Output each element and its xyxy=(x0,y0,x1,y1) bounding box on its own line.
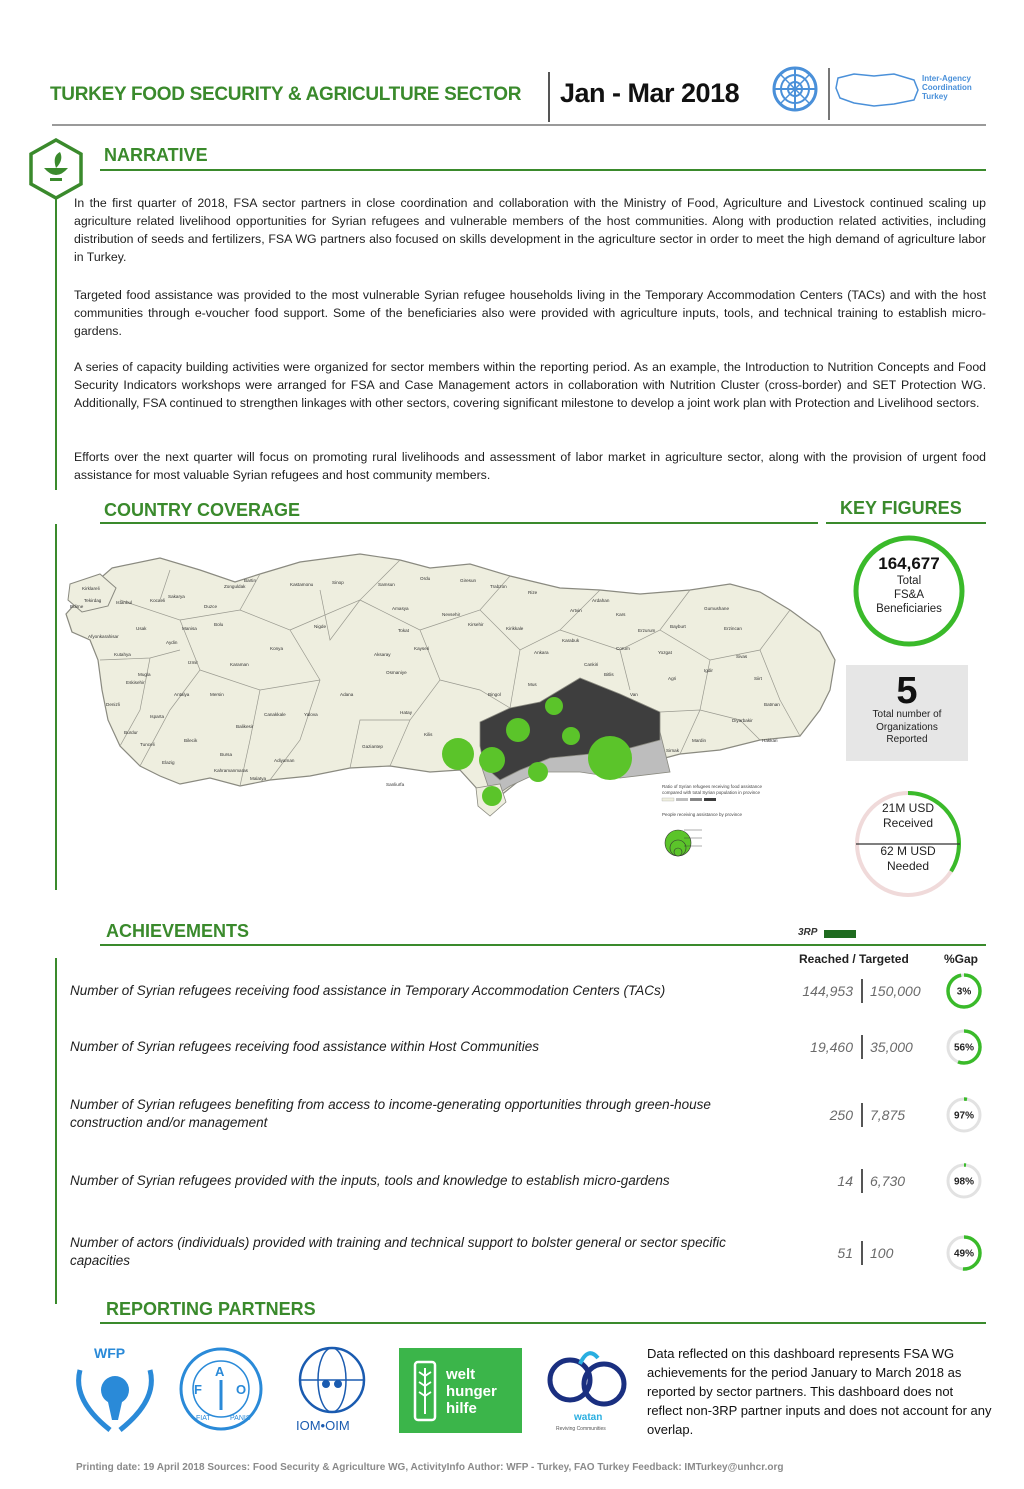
logo-divider xyxy=(828,68,830,120)
province-label: Duzce xyxy=(204,604,218,609)
province-label: Sivas xyxy=(736,654,748,659)
reached-value: 144,953 xyxy=(802,983,853,999)
coverage-vertical-rule xyxy=(55,524,57,890)
province-label: Kirsehir xyxy=(468,622,484,627)
province-label: Gaziantep xyxy=(362,744,383,749)
reached-targeted-divider xyxy=(861,1241,863,1265)
province-label: Aksaray xyxy=(374,652,391,657)
partners-rule xyxy=(100,1322,986,1324)
reached-value: 51 xyxy=(837,1245,853,1261)
sector-hexagon-icon xyxy=(28,138,84,200)
coverage-title: COUNTRY COVERAGE xyxy=(104,500,301,520)
province-label: Artvin xyxy=(570,608,582,613)
province-label: Agri xyxy=(668,676,677,681)
narrative-paragraph-1: In the first quarter of 2018, FSA sector partners in close coordination and collaboration with the Ministry of Food, Agriculture and Livestock continued scaling up agriculture related livelihood opportunities for Syrian refugees and vulnerable members of the host communities. Along with production related activities, including distribution of seeds and fertilizers, FSA WG partners also focused on skills development in the agriculture sector in order to meet the high demand of agriculture labor in Turkey. xyxy=(74,196,986,264)
funding-needed: 62 M USD Needed xyxy=(880,844,936,873)
province-label: Manisa xyxy=(182,626,197,631)
map-legend xyxy=(662,784,763,856)
svg-text:A: A xyxy=(215,1364,225,1379)
province-label: Hakkari xyxy=(762,738,778,743)
province-label: Usak xyxy=(136,626,147,631)
province-label: Corum xyxy=(616,646,630,651)
watan-logo-icon xyxy=(540,1340,636,1432)
province-label: Bursa xyxy=(220,752,233,757)
organizations-value: 5 xyxy=(896,670,918,712)
province-label: Kocaeli xyxy=(150,598,166,603)
province-label: Ordu xyxy=(420,576,431,581)
province-label: Balikesir xyxy=(236,724,254,729)
header-divider xyxy=(548,72,550,122)
province-label: Ardahan xyxy=(592,598,610,603)
province-label: Isparta xyxy=(150,714,165,719)
gap-value: 49% xyxy=(953,1248,975,1260)
province-label: Elazig xyxy=(162,760,175,765)
svg-text:O: O xyxy=(236,1382,247,1397)
province-label: Tokat xyxy=(398,628,409,633)
fao-logo-icon xyxy=(178,1346,264,1432)
gap-progress-ring xyxy=(944,1095,984,1135)
province-label: Mus xyxy=(528,682,537,687)
turkey-outline-logo-icon xyxy=(834,70,920,110)
province-label: Sanliurfa xyxy=(386,782,405,787)
narrative-paragraph-2: Targeted food assistance was provided to the most vulnerable Syrian refugee households living in the Temporary Accommodation Centers (TACs) and with the host communities through e-voucher food support. Some of the beneficiaries also were provided with agriculture inputs, tools, and technical training to establish micro-gardens. xyxy=(74,288,986,338)
targeted-value: 100 xyxy=(870,1245,894,1261)
province-label: Antalya xyxy=(174,692,190,697)
province-label: Mersin xyxy=(210,692,224,697)
narrative-paragraph-4: Efforts over the next quarter will focus on promoting rural livelihoods and assessment of labor market in agriculture sector, along with the provision of urgent food assistance for most valuable Syrian refugees and host community members. xyxy=(74,450,986,482)
province-label: Konya xyxy=(270,646,284,651)
footer-sources: Printing date: 19 April 2018 Sources: Food Security & Agriculture WG, ActivityInfo Author: WFP - Turkey, FAO Turkey Feedback: IMTurkey@unhcr.org xyxy=(76,1462,784,1473)
svg-text:PANIS: PANIS xyxy=(230,1415,251,1422)
beneficiaries-label: Total FS&A Beneficiaries xyxy=(876,575,942,615)
targeted-value: 6,730 xyxy=(870,1173,906,1189)
province-label: Yalova xyxy=(304,712,318,717)
province-label: Canakkale xyxy=(264,712,286,717)
province-label: Kilis xyxy=(424,732,433,737)
svg-text:watan: watan xyxy=(574,1412,603,1423)
province-label: Trabzon xyxy=(490,584,507,589)
reached-targeted-header: Reached / Targeted xyxy=(799,952,909,966)
targeted-value: 150,000 xyxy=(870,983,921,999)
achievements-rule xyxy=(100,944,986,946)
province-label: Batman xyxy=(764,702,780,707)
achievement-label: Number of Syrian refugees benefiting from access to income-generating opportunities through green-house construction and/or management xyxy=(70,1097,711,1130)
narrative-paragraph-3: A series of capacity building activities were organized for sector members within the reporting period. As an example, the Introduction to Nutrition Concepts and Food Security Indicators workshops were arranged for FSA and Case Management actors in collaboration with Nutrition Cluster (cross-border) and SET Protection WG. Additionally, FSA continued to strengthen linkages with other sectors, covering significant milestone to develop a joint work plan with Protection and Livelihood sectors. xyxy=(74,360,986,410)
wfp-logo-text: WFP xyxy=(94,1345,126,1361)
achievement-label: Number of actors (individuals) provided with training and technical support to bolster general or sector specific capacities xyxy=(70,1235,726,1268)
page-title: TURKEY FOOD SECURITY & AGRICULTURE SECTOR xyxy=(50,84,522,105)
province-label: Nigde xyxy=(314,624,327,629)
province-label: Giresun xyxy=(460,578,477,583)
coordination-logo-text: Inter-Agency Coordination Turkey xyxy=(922,74,972,101)
province-label: Nevsehir xyxy=(442,612,461,617)
legend-3rp-label: 3RP xyxy=(798,927,818,938)
province-label: Kars xyxy=(616,612,626,617)
reached-targeted-divider xyxy=(861,1103,863,1127)
coverage-rule xyxy=(100,522,818,524)
iom-logo-icon xyxy=(288,1344,376,1434)
svg-text:compared with total Syrian pop: compared with total Syrian population in province xyxy=(662,790,761,795)
data-disclaimer: Data reflected on this dashboard represents FSA WG achievements for the period January to March 2018 as reported by sector partners. This dashboard does not reflect non-3RP partner inputs and does not account for any overlap. xyxy=(647,1346,992,1437)
gap-header: %Gap xyxy=(944,952,979,966)
province-label: Zonguldak xyxy=(224,584,246,589)
province-label: Cankiri xyxy=(584,662,599,667)
province-label: Tekirdag xyxy=(84,598,102,603)
province-label: Bayburt xyxy=(670,624,686,629)
reached-targeted-divider xyxy=(861,979,863,1003)
province-label: Erzurum xyxy=(638,628,656,633)
narrative-rule xyxy=(100,169,986,171)
province-label: Edirne xyxy=(70,604,84,609)
province-label: Burdur xyxy=(124,730,138,735)
province-label: Van xyxy=(630,692,638,697)
reporting-period: Jan - Mar 2018 xyxy=(560,78,740,108)
wheat-icon xyxy=(412,1360,438,1422)
province-label: Igdir xyxy=(704,668,713,673)
province-label: Yozgat xyxy=(658,650,672,655)
province-label: Hatay xyxy=(400,710,413,715)
province-label: Diyarbakir xyxy=(732,718,753,723)
un-logo-icon xyxy=(766,64,826,116)
reached-value: 250 xyxy=(829,1107,853,1123)
province-label: Rize xyxy=(528,590,538,595)
gap-value: 3% xyxy=(956,986,972,998)
gap-progress-ring xyxy=(944,1233,984,1273)
province-label: Siirt xyxy=(754,676,762,681)
province-label: Kastamonu xyxy=(290,582,314,587)
partners-title: REPORTING PARTNERS xyxy=(106,1299,316,1319)
province-label: Bingol xyxy=(488,692,501,697)
reached-value: 19,460 xyxy=(810,1039,853,1055)
svg-text:FIAT: FIAT xyxy=(196,1415,211,1422)
targeted-value: 7,875 xyxy=(870,1107,906,1123)
province-label: Adana xyxy=(340,692,354,697)
province-label: Denizli xyxy=(106,702,120,707)
province-label: Kirklareli xyxy=(82,586,100,591)
province-label: Aydin xyxy=(166,640,178,645)
achievements-title: ACHIEVEMENTS xyxy=(106,921,250,941)
province-label: Kayseri xyxy=(414,646,430,651)
achievement-label: Number of Syrian refugees receiving food assistance in Temporary Accommodation Centers (TACs) xyxy=(70,983,666,998)
beneficiaries-value: 164,677 xyxy=(878,554,940,573)
province-label: Samsun xyxy=(378,582,395,587)
province-label: Istanbul xyxy=(116,600,133,605)
province-label: Eskisehir xyxy=(126,680,145,685)
svg-text:Ratio of Syrian refugees recei: Ratio of Syrian refugees receiving food assistance xyxy=(662,784,763,789)
turkey-coverage-map xyxy=(60,540,840,870)
province-label: Ankara xyxy=(534,650,549,655)
gap-value: 97% xyxy=(953,1110,975,1122)
narrative-vertical-rule xyxy=(55,196,57,490)
header-underline xyxy=(52,124,986,126)
reached-targeted-divider xyxy=(861,1035,863,1059)
province-label: Sakarya xyxy=(168,594,185,599)
province-label: Gumushane xyxy=(704,606,730,611)
svg-text:People receiving assistance by: People receiving assistance by province xyxy=(662,812,743,817)
achievements-vertical-rule xyxy=(55,958,57,1304)
province-label: Bilecik xyxy=(184,738,198,743)
province-label: Mugla xyxy=(138,672,151,677)
province-label: Izmir xyxy=(188,660,198,665)
province-label: Adiyaman xyxy=(274,758,295,763)
gap-value: 56% xyxy=(953,1042,975,1054)
province-label: Bitlis xyxy=(604,672,614,677)
province-label: Karabuk xyxy=(562,638,580,643)
svg-text:IOM•OIM: IOM•OIM xyxy=(296,1418,350,1433)
key-figures-rule xyxy=(826,522,986,524)
province-label: Karaman xyxy=(230,662,249,667)
province-label: Kahramanmaras xyxy=(214,768,248,773)
province-label: Tunceli xyxy=(140,742,155,747)
key-figures-title: KEY FIGURES xyxy=(840,498,962,518)
reached-value: 14 xyxy=(837,1173,853,1189)
province-label: Kutahya xyxy=(114,652,131,657)
province-label: Amasya xyxy=(392,606,409,611)
province-label: Bartin xyxy=(244,578,257,583)
gap-progress-ring xyxy=(944,1161,984,1201)
province-label: Mardin xyxy=(692,738,707,743)
narrative-title: NARRATIVE xyxy=(104,145,208,165)
province-label: Sinop xyxy=(332,580,344,585)
targeted-value: 35,000 xyxy=(870,1039,913,1055)
province-label: Bolu xyxy=(214,622,224,627)
svg-text:Reviving Communities: Reviving Communities xyxy=(556,1426,606,1432)
legend-3rp-swatch xyxy=(824,930,856,938)
province-label: Kirikkale xyxy=(506,626,524,631)
province-label: Erzincan xyxy=(724,626,742,631)
province-label: Sirnak xyxy=(666,748,680,753)
province-label: Afyonkarahisar xyxy=(88,634,119,639)
organizations-label: Total number of Organizations Reported xyxy=(872,709,942,745)
province-label: Osmaniye xyxy=(386,670,407,675)
gap-value: 98% xyxy=(953,1176,975,1188)
achievement-label: Number of Syrian refugees provided with the inputs, tools and knowledge to establish micro-gardens xyxy=(70,1173,670,1188)
welthungerhilfe-logo-text: welt hunger hilfe xyxy=(446,1366,497,1417)
gap-progress-ring xyxy=(944,1027,984,1067)
wfp-logo-icon xyxy=(70,1360,160,1434)
reached-targeted-divider xyxy=(861,1169,863,1193)
province-label: Malatya xyxy=(250,776,267,781)
svg-text:F: F xyxy=(194,1382,202,1397)
gap-progress-ring xyxy=(944,971,984,1011)
funding-received: 21M USD Received xyxy=(881,801,934,830)
achievement-label: Number of Syrian refugees receiving food assistance within Host Communities xyxy=(70,1039,539,1054)
